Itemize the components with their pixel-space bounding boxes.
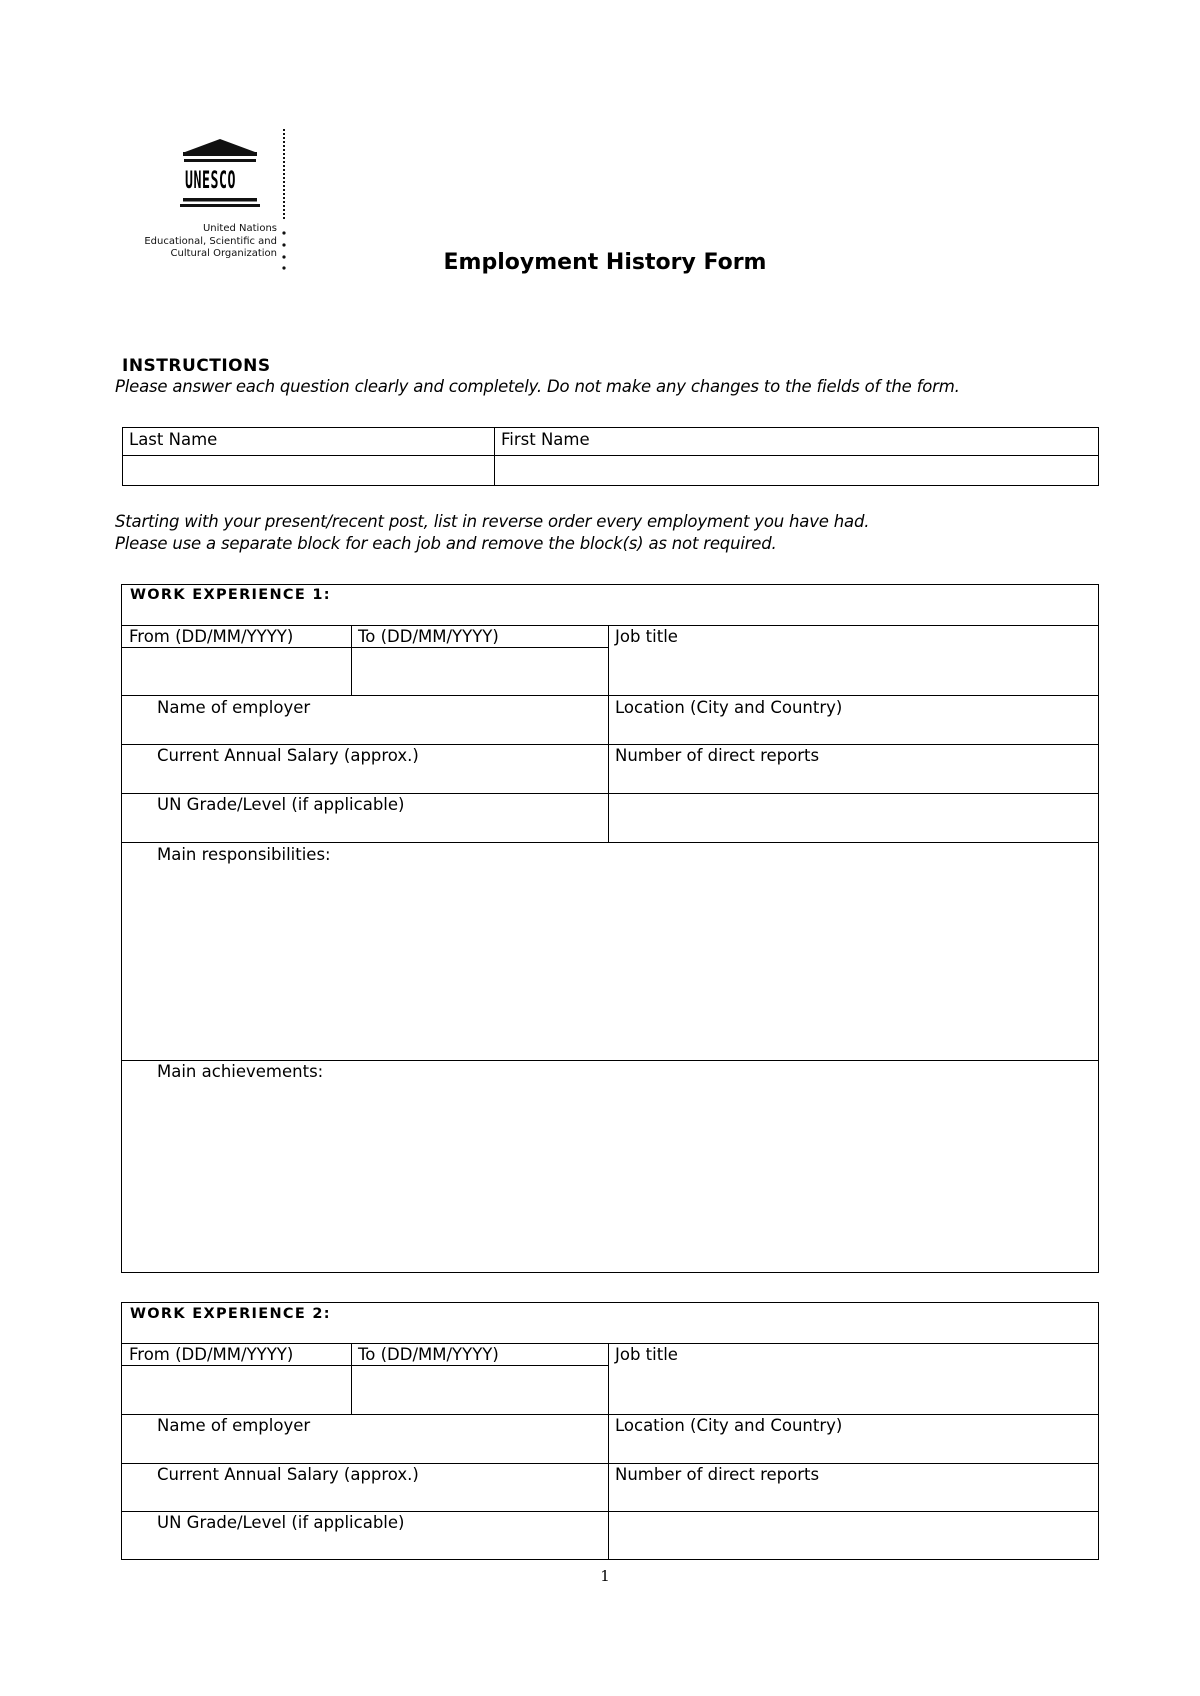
instructions-heading: INSTRUCTIONS — [122, 356, 271, 376]
employer-label: Name of employer — [157, 1416, 311, 1435]
to-date-label: To (DD/MM/YYYY) — [358, 627, 499, 646]
job-title-label: Job title — [615, 1345, 678, 1364]
divider — [121, 1060, 1099, 1061]
logo-org-line: United Nations — [202, 223, 277, 234]
achievements-field[interactable] — [123, 1084, 1097, 1271]
from-date-label: From (DD/MM/YYYY) — [129, 1345, 294, 1364]
divider — [121, 842, 1099, 843]
divider — [494, 427, 495, 486]
logo-org-line: Educational, Scientific and — [144, 235, 277, 247]
achievements-label: Main achievements: — [157, 1062, 324, 1081]
divider — [608, 1343, 609, 1560]
divider — [608, 625, 609, 842]
job-title-field[interactable] — [610, 648, 1097, 694]
divider — [122, 455, 1099, 456]
job-title-label: Job title — [615, 627, 678, 646]
from-date-field[interactable] — [123, 649, 350, 694]
un-grade-label: UN Grade/Level (if applicable) — [157, 795, 405, 814]
from-date-field[interactable] — [123, 1367, 350, 1413]
to-date-label: To (DD/MM/YYYY) — [358, 1345, 499, 1364]
from-date-label: From (DD/MM/YYYY) — [129, 627, 294, 646]
divider — [121, 625, 1099, 626]
logo-org-line: Cultural Organization — [170, 248, 277, 259]
last-name-label: Last Name — [129, 430, 218, 449]
first-name-label: First Name — [501, 430, 590, 449]
page-number: 1 — [600, 1567, 610, 1585]
salary-label: Current Annual Salary (approx.) — [157, 1465, 419, 1484]
divider — [351, 1343, 352, 1414]
divider — [121, 1463, 1099, 1464]
un-grade-label: UN Grade/Level (if applicable) — [157, 1513, 405, 1532]
divider — [121, 744, 1099, 745]
instructions-text: Please answer each question clearly and completely. Do not make any changes to the fields of the form. — [115, 377, 960, 396]
divider — [121, 1511, 1099, 1512]
divider — [121, 647, 608, 648]
responsibilities-label: Main responsibilities: — [157, 845, 331, 864]
divider — [121, 695, 1099, 696]
responsibilities-field[interactable] — [123, 866, 1097, 1058]
last-name-field[interactable] — [124, 457, 493, 484]
un-grade-field[interactable] — [610, 818, 1097, 841]
logo-wordmark: UNESCO — [185, 166, 236, 194]
employer-label: Name of employer — [157, 698, 311, 717]
form-title: Employment History Form — [443, 250, 767, 275]
divider — [121, 1365, 608, 1366]
un-grade-field[interactable] — [610, 1513, 1097, 1558]
to-date-field[interactable] — [353, 1367, 607, 1413]
location-label: Location (City and Country) — [615, 1416, 843, 1435]
work-experience-heading: WORK EXPERIENCE 1: — [130, 587, 331, 603]
work-experience-heading: WORK EXPERIENCE 2: — [130, 1306, 331, 1322]
location-label: Location (City and Country) — [615, 698, 843, 717]
salary-label: Current Annual Salary (approx.) — [157, 746, 419, 765]
divider — [351, 625, 352, 695]
direct-reports-label: Number of direct reports — [615, 1465, 820, 1484]
intro-line-1: Starting with your present/recent post, list in reverse order every employment you have had. — [115, 512, 870, 531]
divider — [121, 1414, 1099, 1415]
intro-line-2: Please use a separate block for each job and remove the block(s) as not required. — [115, 534, 777, 553]
first-name-field[interactable] — [496, 457, 1097, 484]
to-date-field[interactable] — [353, 649, 607, 694]
job-title-field[interactable] — [610, 1366, 1097, 1413]
direct-reports-label: Number of direct reports — [615, 746, 820, 765]
divider — [121, 793, 1099, 794]
divider — [121, 1343, 1099, 1344]
